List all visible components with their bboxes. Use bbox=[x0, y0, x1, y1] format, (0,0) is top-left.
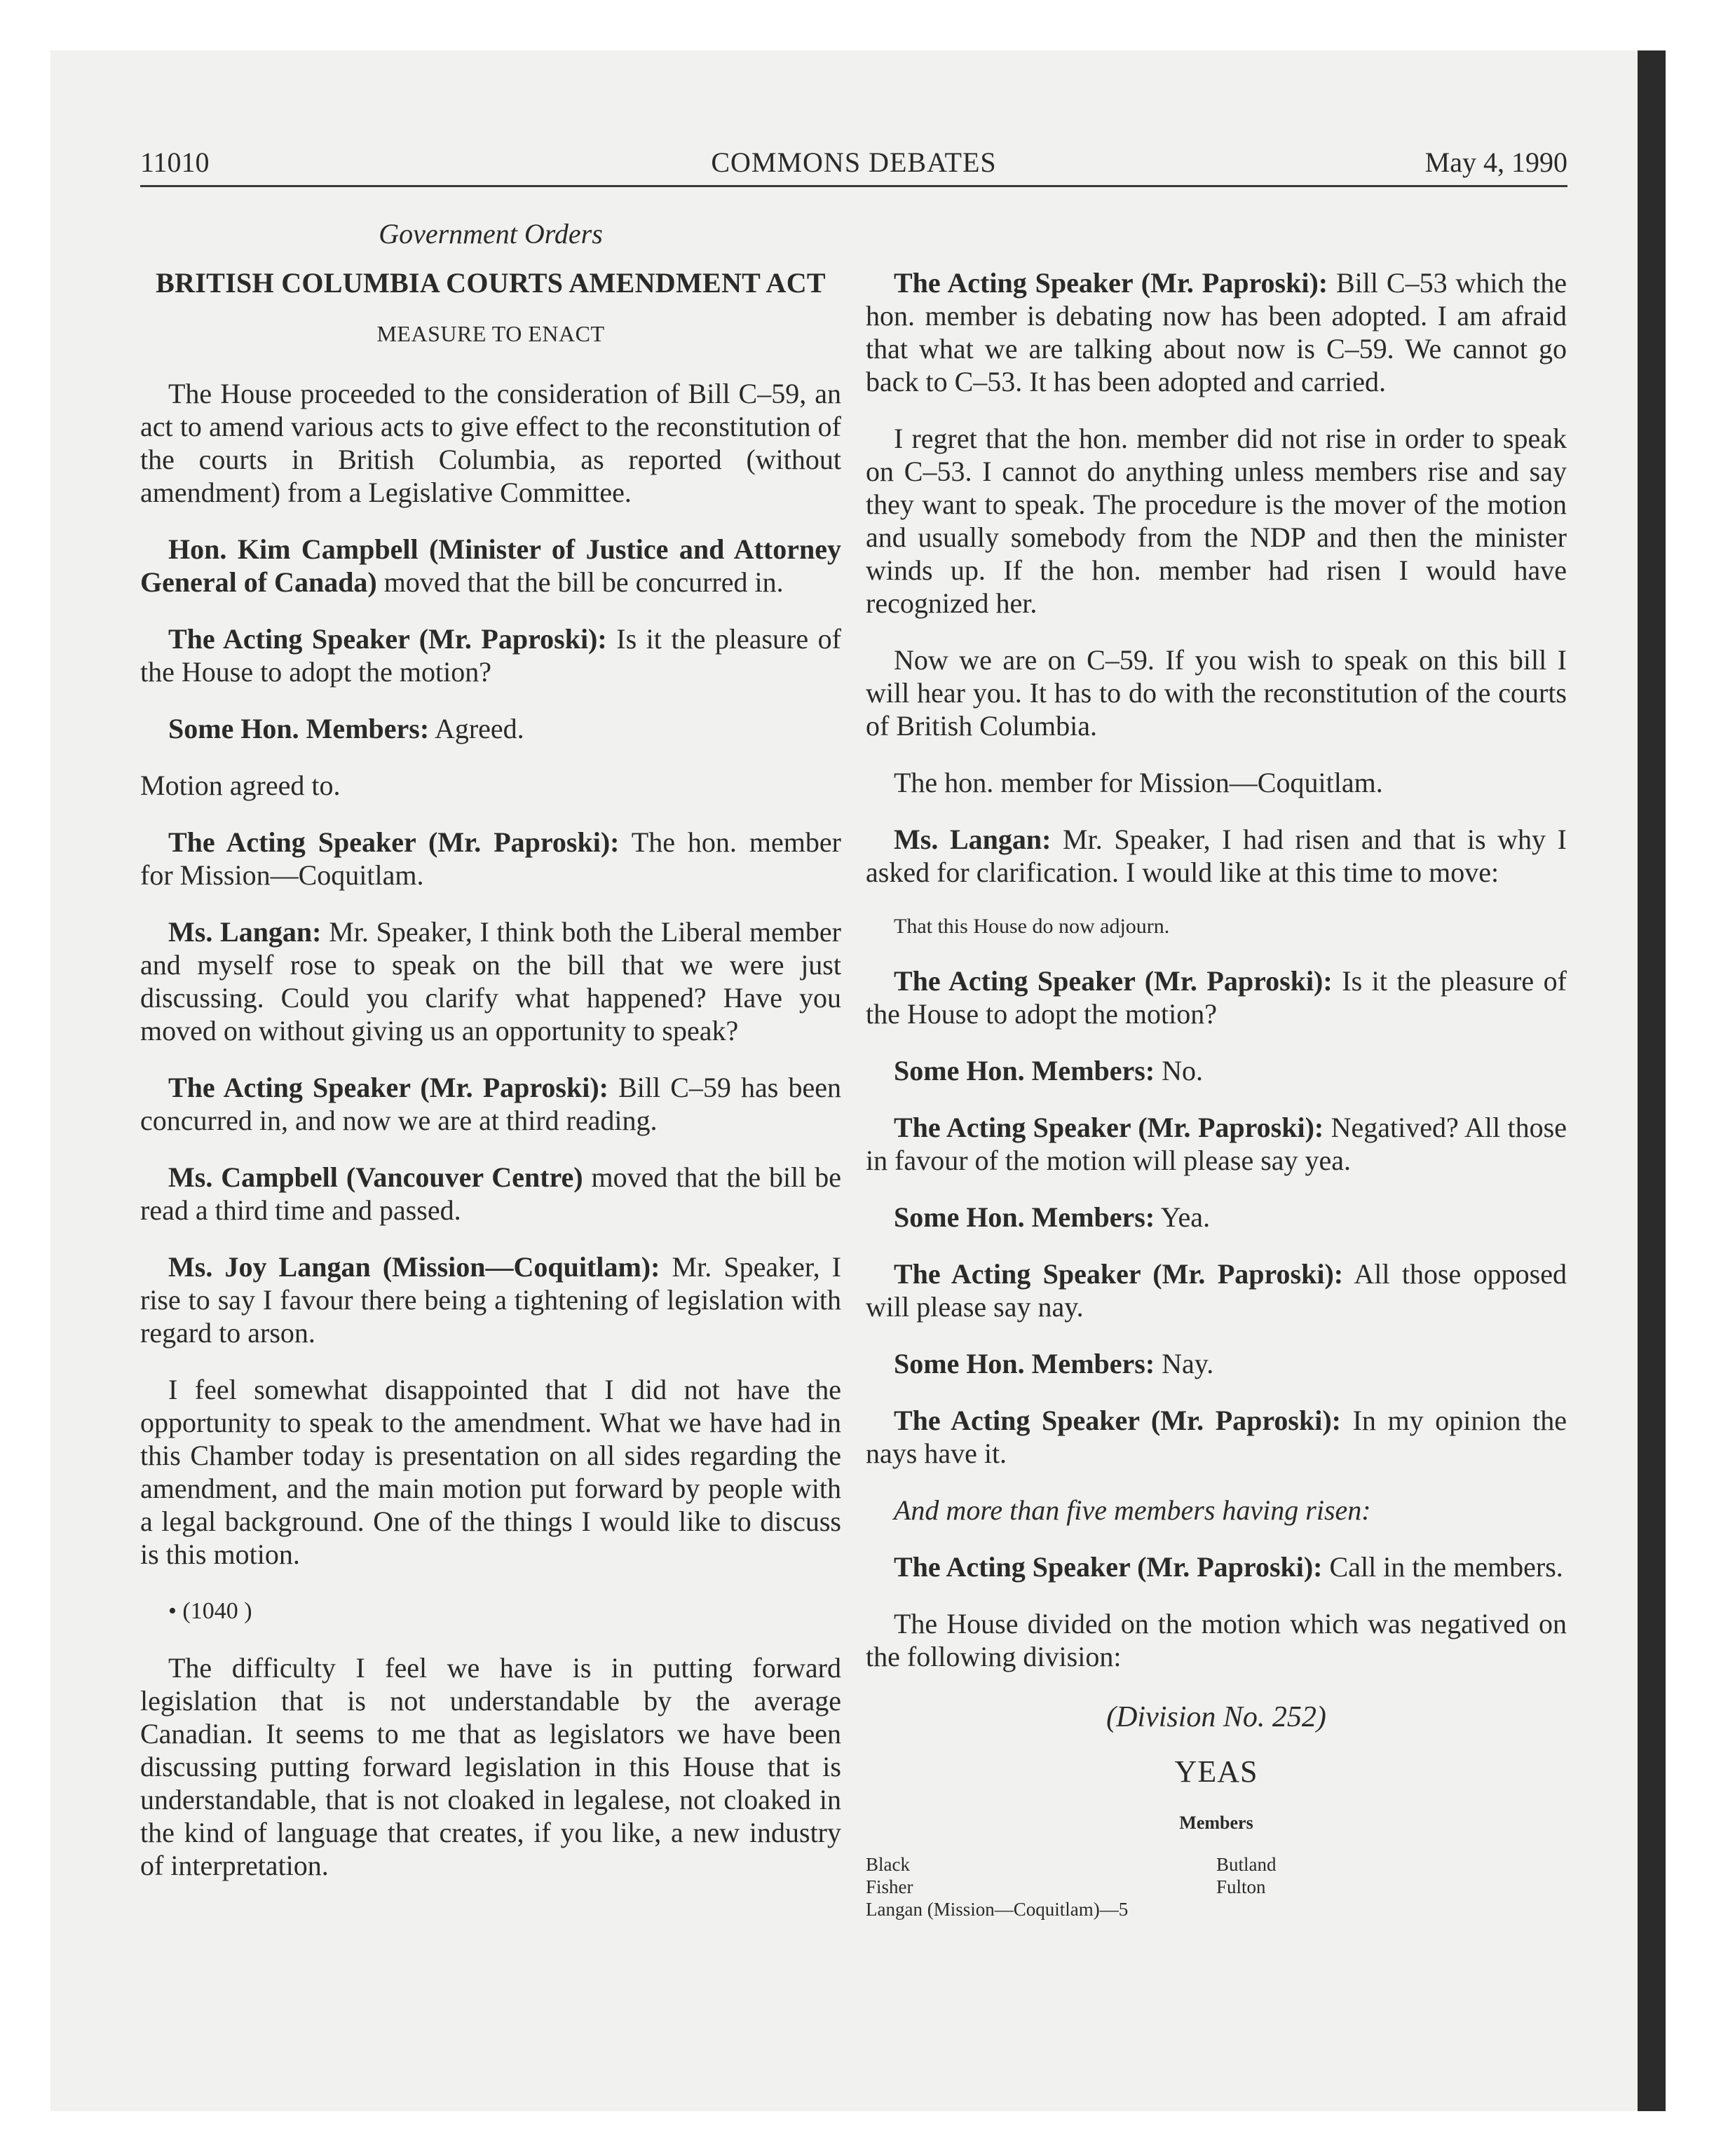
speech-text: No. bbox=[1155, 1055, 1204, 1086]
speaker-name: Some Hon. Members: bbox=[894, 1348, 1155, 1379]
speech-text: moved that the bill be read a third time and passed. bbox=[140, 1161, 841, 1226]
bill-subheading: MEASURE TO ENACT bbox=[376, 321, 605, 346]
motion-text: That this House do now adjourn. bbox=[894, 915, 1170, 938]
scan-edge-shadow bbox=[1638, 50, 1666, 2111]
paragraph bbox=[140, 915, 841, 1047]
speech-text: moved that the bill be concurred in. bbox=[376, 566, 784, 598]
left-column bbox=[140, 266, 841, 1906]
division-members-list bbox=[866, 1853, 1567, 1937]
paragraph: Motion agreed to. bbox=[140, 770, 341, 801]
speaker-name: Some Hon. Members: bbox=[894, 1201, 1155, 1233]
division-number: (Division No. 252) bbox=[1106, 1701, 1326, 1733]
speech-text: Call in the members. bbox=[1322, 1551, 1563, 1583]
paragraph bbox=[866, 266, 1567, 398]
speaker-name: Ms. Langan: bbox=[894, 824, 1052, 855]
speaker-name: Some Hon. Members: bbox=[168, 713, 430, 744]
paragraph bbox=[140, 712, 841, 745]
speech-text: Is it the pleasure of the House to adopt the motion? bbox=[866, 965, 1567, 1030]
paragraph bbox=[866, 964, 1567, 1030]
speech-text: In my opinion the nays have it. bbox=[866, 1405, 1567, 1469]
paragraph bbox=[866, 1257, 1567, 1323]
member-name: Langan (Mission—Coquitlam)—5 bbox=[866, 1899, 1129, 1920]
paragraph bbox=[866, 1054, 1567, 1087]
speaker-name: Ms. Campbell (Vancouver Centre) bbox=[168, 1161, 583, 1193]
page-header bbox=[140, 140, 1567, 187]
paragraph bbox=[866, 1550, 1567, 1583]
speaker-name: Ms. Langan: bbox=[168, 916, 322, 948]
paragraph bbox=[140, 1161, 841, 1227]
speaker-name: The Acting Speaker (Mr. Paproski): bbox=[168, 1072, 608, 1103]
member-name: Black bbox=[866, 1854, 910, 1875]
speech-text: Bill C–53 which the hon. member is debating now has been adopted. I am afraid that what we are talking about now is C–59. We cannot go back to C–53. It has been adopted and carried. bbox=[866, 267, 1567, 397]
member-name: Fisher bbox=[866, 1876, 913, 1897]
bill-heading: BRITISH COLUMBIA COURTS AMENDMENT ACT bbox=[156, 267, 826, 299]
paragraph bbox=[866, 823, 1567, 889]
paragraph: I regret that the hon. member did not rise in order to speak on C–53. I cannot do anything unless members rise and say they want to speak. The procedure is the mover of the motion and usually somebody from the NDP and then the minister winds up. If the hon. member had risen I would have recognized her. bbox=[866, 423, 1567, 619]
paragraph: Now we are on C–59. If you wish to speak on this bill I will hear you. It has to do with the reconstitution of the courts of British Columbia. bbox=[866, 644, 1567, 742]
speech-text: The hon. member for Mission—Coquitlam. bbox=[140, 826, 841, 891]
members-column-1 bbox=[866, 1853, 1128, 1920]
paragraph bbox=[866, 1404, 1567, 1470]
speaker-name: The Acting Speaker (Mr. Paproski): bbox=[168, 623, 607, 655]
stage-direction: And more than five members having risen: bbox=[894, 1494, 1371, 1526]
members-column-2 bbox=[1216, 1853, 1277, 1898]
paragraph bbox=[866, 1347, 1567, 1380]
speaker-name: Hon. Kim Campbell (Minister of Justice and Attorney General of Canada) bbox=[140, 533, 841, 598]
speaker-name: The Acting Speaker (Mr. Paproski): bbox=[894, 267, 1328, 299]
paragraph bbox=[140, 1250, 841, 1349]
paragraph bbox=[140, 826, 841, 892]
speaker-name: The Acting Speaker (Mr. Paproski): bbox=[894, 1551, 1323, 1583]
speaker-name: The Acting Speaker (Mr. Paproski): bbox=[168, 826, 620, 858]
section-label: Government Orders bbox=[379, 218, 603, 250]
speech-text: Agreed. bbox=[429, 713, 524, 744]
publication-date: May 4, 1990 bbox=[1424, 146, 1567, 178]
speech-text: Yea. bbox=[1155, 1201, 1211, 1233]
speech-text: Nay. bbox=[1155, 1348, 1214, 1379]
speech-text: Mr. Speaker, I think both the Liberal member and myself rose to speak on the bill that we were just discussing. Could you clarify what happened? Have you moved on without giving us an opportunity to speak? bbox=[140, 916, 842, 1046]
paragraph bbox=[140, 622, 841, 688]
paragraph bbox=[140, 1071, 841, 1137]
speech-text: Mr. Speaker, I had risen and that is why I asked for clarification. I would like at this time to move: bbox=[866, 824, 1567, 888]
speech-text: Negatived? All those in favour of the motion will please say yea. bbox=[866, 1112, 1567, 1176]
member-name: Butland bbox=[1216, 1854, 1277, 1875]
speech-text: Mr. Speaker, I rise to say I favour there being a tightening of legislation with regard to arson. bbox=[140, 1251, 841, 1349]
member-name: Fulton bbox=[1216, 1876, 1266, 1897]
paragraph bbox=[866, 1111, 1567, 1177]
publication-title: COMMONS DEBATES bbox=[711, 146, 997, 178]
paragraph: The hon. member for Mission—Coquitlam. bbox=[894, 767, 1383, 798]
paragraph: The difficulty I feel we have is in putting forward legislation that is not understandable by the average Canadian. It seems to me that as legislators we have been discussing putting forward legislation in this House that is understandable, that is not cloaked in legalese, not cloaked in the kind of language that creates, if you like, a new industry of interpretation. bbox=[140, 1652, 841, 1881]
paragraph bbox=[866, 1201, 1567, 1234]
time-marker: • (1040 ) bbox=[168, 1598, 252, 1624]
page-number: 11010 bbox=[140, 146, 210, 178]
paragraph bbox=[140, 533, 841, 599]
speaker-name: The Acting Speaker (Mr. Paproski): bbox=[894, 965, 1333, 997]
speech-text: Bill C–59 has been concurred in, and now we are at third reading. bbox=[140, 1072, 841, 1136]
speaker-name: Some Hon. Members: bbox=[894, 1055, 1155, 1086]
members-label: Members bbox=[1179, 1813, 1253, 1833]
yeas-heading: YEAS bbox=[1174, 1754, 1258, 1789]
right-column bbox=[866, 266, 1567, 1937]
paragraph: The House proceeded to the consideration of Bill C–59, an act to amend various acts to give effect to the reconstitution of the courts in British Columbia, as reported (without amendment) from a Legislative Committee. bbox=[140, 378, 841, 508]
speaker-name: The Acting Speaker (Mr. Paproski): bbox=[894, 1112, 1324, 1143]
speaker-name: The Acting Speaker (Mr. Paproski): bbox=[894, 1258, 1344, 1290]
speech-text: Is it the pleasure of the House to adopt the motion? bbox=[140, 623, 841, 688]
speech-text: All those opposed will please say nay. bbox=[866, 1258, 1567, 1323]
paragraph: I feel somewhat disappointed that I did not have the opportunity to speak to the amendment. What we have had in this Chamber today is presentation on all sides regarding the amendment, and the main motion put forward by people with a legal background. One of the things I would like to discuss is this motion. bbox=[140, 1374, 841, 1570]
speaker-name: The Acting Speaker (Mr. Paproski): bbox=[894, 1405, 1341, 1436]
speaker-name: Ms. Joy Langan (Mission—Coquitlam): bbox=[168, 1251, 660, 1283]
paragraph: The House divided on the motion which was negatived on the following division: bbox=[866, 1608, 1567, 1672]
